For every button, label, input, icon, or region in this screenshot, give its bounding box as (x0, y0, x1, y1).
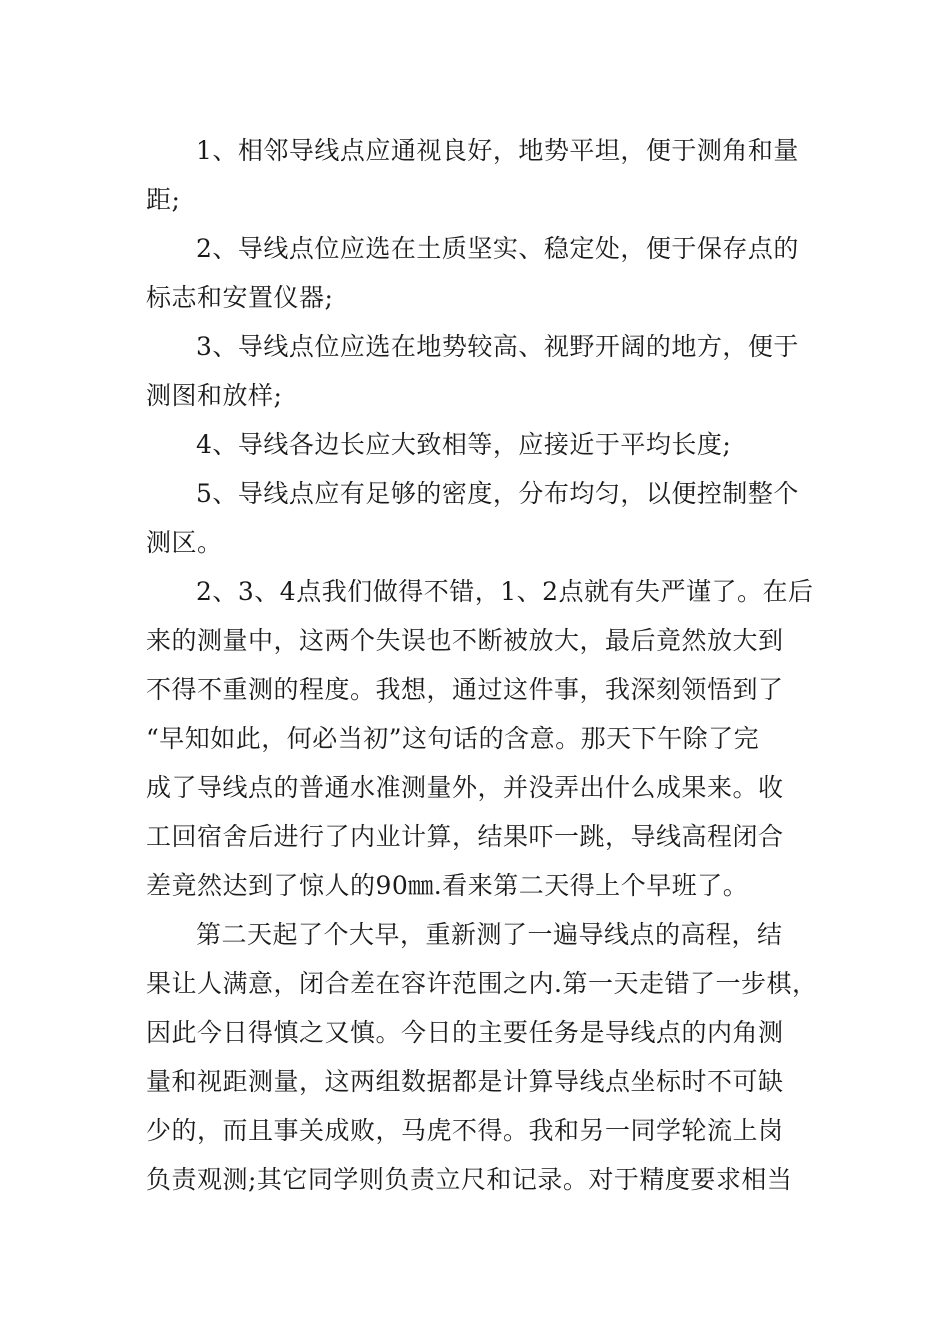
paragraph (146, 910, 816, 1204)
text-line: 1、相邻导线点应通视良好，地势平坦，便于测角和量 (196, 136, 799, 165)
text-line: 2、导线点位应选在土质坚实、稳定处，便于保存点的 (196, 234, 799, 263)
text-line: 少的，而且事关成败，马虎不得。我和另一同学轮流上岗 (146, 1116, 784, 1145)
text-line: 成了导线点的普通水准测量外，并没弄出什么成果来。收 (146, 773, 784, 802)
text-line: 4、导线各边长应大致相等，应接近于平均长度; (196, 430, 732, 459)
text-line: 负责观测;其它同学则负责立尺和记录。对于精度要求相当 (146, 1165, 793, 1194)
text-line: 3、导线点位应选在地势较高、视野开阔的地方，便于 (196, 332, 799, 361)
text-line: 工回宿舍后进行了内业计算，结果吓一跳，导线高程闭合 (146, 822, 784, 851)
text-line: 不得不重测的程度。我想，通过这件事，我深刻领悟到了 (146, 675, 784, 704)
body-text (146, 126, 816, 1204)
paragraph (146, 420, 816, 469)
text-line: 2、3、4点我们做得不错，1、2点就有失严谨了。在后 (196, 577, 814, 606)
text-line: 第二天起了个大早，重新测了一遍导线点的高程，结 (196, 920, 783, 949)
paragraph (146, 322, 816, 420)
text-line: 来的测量中，这两个失误也不断被放大，最后竟然放大到 (146, 626, 784, 655)
text-line: 标志和安置仪器; (146, 283, 334, 312)
text-line: 因此今日得慎之又慎。今日的主要任务是导线点的内角测 (146, 1018, 784, 1047)
paragraph (146, 224, 816, 322)
text-line: 量和视距测量，这两组数据都是计算导线点坐标时不可缺 (146, 1067, 784, 1096)
paragraph (146, 567, 816, 910)
text-line: 距; (146, 185, 181, 214)
paragraph (146, 469, 816, 567)
text-line: 测区。 (146, 528, 223, 557)
paragraph (146, 126, 816, 224)
text-line: “早知如此，何必当初”这句话的含意。那天下午除了完 (146, 724, 760, 753)
text-line: 果让人满意，闭合差在容许范围之内.第一天走错了一步棋， (146, 969, 818, 998)
text-line: 测图和放样; (146, 381, 283, 410)
text-line: 5、导线点应有足够的密度，分布均匀，以便控制整个 (196, 479, 799, 508)
text-line: 差竟然达到了惊人的90㎜.看来第二天得上个早班了。 (146, 871, 749, 900)
